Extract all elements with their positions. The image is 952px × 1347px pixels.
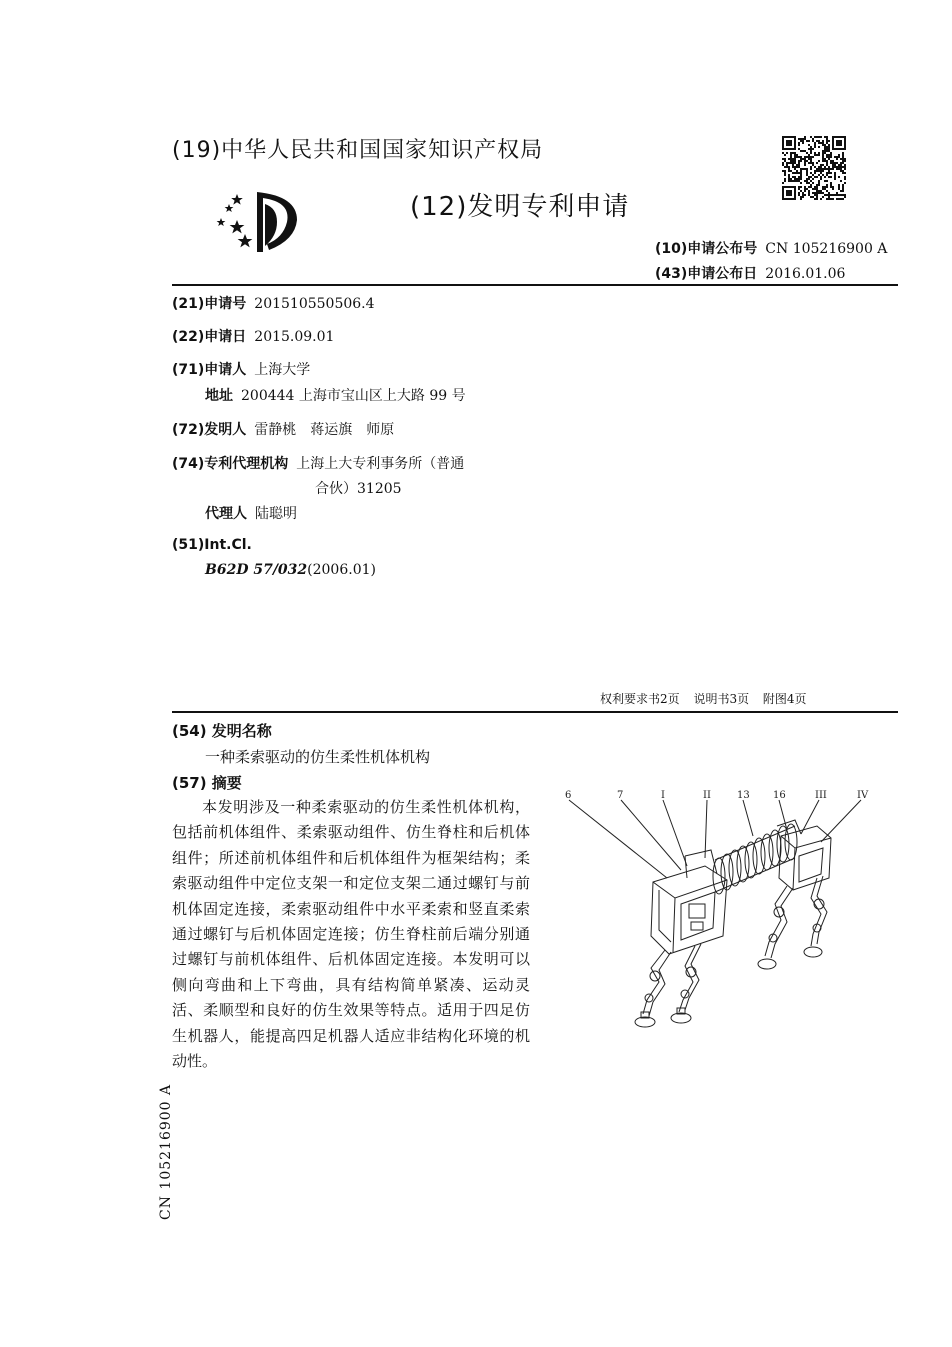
inventor-label: (72)发明人 [172, 422, 247, 438]
callout-label-16: 16 [773, 790, 786, 801]
agency-name: 上海上大专利事务所（普通 [296, 456, 465, 472]
agency-name-continued: 合伙）31205 [315, 481, 402, 497]
callout-label-13: 13 [737, 790, 750, 801]
agent-row [205, 503, 297, 523]
filing-date-row [172, 326, 334, 346]
filing-date: 2015.09.01 [254, 329, 335, 345]
rear-left-leg [758, 886, 793, 969]
filing-date-label: (22)申请日 [172, 329, 247, 345]
title-label: (54) 发明名称 [172, 722, 272, 740]
publication-date-row [655, 263, 845, 283]
address: 200444 上海市宝山区上大路 99 号 [241, 388, 466, 404]
callout-label-iv: IV [857, 790, 869, 801]
int-cl-row [172, 537, 252, 553]
application-number: 201510550506.4 [254, 296, 375, 312]
front-body-frame [651, 850, 727, 954]
applicant: 上海大学 [254, 362, 311, 378]
header-divider [172, 284, 898, 286]
callout-label-ii: II [703, 790, 711, 801]
front-right-leg [671, 944, 701, 1023]
agent-label: 代理人 [205, 506, 247, 522]
applicant-row [172, 359, 310, 379]
abstract-divider [172, 711, 898, 713]
applicant-label: (71)申请人 [172, 362, 247, 378]
agency-label: (74)专利代理机构 [172, 456, 289, 472]
publication-number-row [655, 238, 887, 258]
callout-label-i: I [661, 790, 665, 801]
rear-right-leg [804, 876, 827, 957]
callout-label-iii: III [815, 790, 827, 801]
address-label: 地址 [205, 388, 233, 404]
issuing-office: (19)中华人民共和国国家知识产权局 [172, 138, 544, 163]
application-number-label: (21)申请号 [172, 296, 247, 312]
robot-drawing [555, 786, 885, 1036]
callout-labels [565, 790, 869, 801]
inventors: 雷静桃 蒋运旗 师原 [254, 422, 395, 438]
publication-date-label: (43)申请公布日 [655, 266, 758, 282]
invention-title: 一种柔索驱动的仿生柔性机体机构 [205, 748, 431, 766]
side-publication-number: CN 105216900 A [158, 1083, 174, 1220]
document-type: (12)发明专利申请 [410, 192, 630, 222]
page-counts: 权利要求书2页 说明书3页 附图4页 [600, 692, 807, 706]
int-cl-label: (51)Int.Cl. [172, 537, 252, 553]
front-left-leg [635, 950, 671, 1027]
abstract-text: 本发明涉及一种柔索驱动的仿生柔性机体机构，包括前机体组件、柔索驱动组件、仿生脊柱和后机体组件；所述前机体组件和后机体组件为框架结构；柔索驱动组件中定位支架一和定位支架二通过螺钉与前机体固定连接，柔索驱动组件中水平柔索和竖直柔索通过螺钉与后机体固定连接；仿生脊柱前后端分别通过螺钉与前机体组件、后机体固定连接。本发明可以侧向弯曲和上下弯曲，具有结构简单紧凑、运动灵活、柔顺型和良好的仿生效果等特点。适用于四足仿生机器人，能提高四足机器人适应非结构化环境的机动性。 [172, 798, 530, 1071]
cnipa-logo-icon [213, 188, 303, 254]
callout-label-7: 7 [617, 790, 624, 801]
ipc-code: B62D 57/032 [205, 562, 308, 578]
agency-row [172, 453, 464, 473]
publication-date: 2016.01.06 [765, 266, 846, 282]
qr-code-icon [782, 136, 846, 200]
address-row [205, 385, 466, 405]
agent: 陆聪明 [255, 506, 297, 522]
spine-coils [713, 824, 797, 894]
ipc-classification [205, 562, 376, 578]
publication-number: CN 105216900 A [765, 241, 888, 257]
callout-label-6: 6 [565, 790, 572, 801]
application-number-row [172, 293, 375, 313]
inventor-row [172, 419, 394, 439]
publication-number-label: (10)申请公布号 [655, 241, 758, 257]
abstract-label: (57) 摘要 [172, 774, 242, 792]
ipc-version: (2006.01) [307, 562, 376, 578]
